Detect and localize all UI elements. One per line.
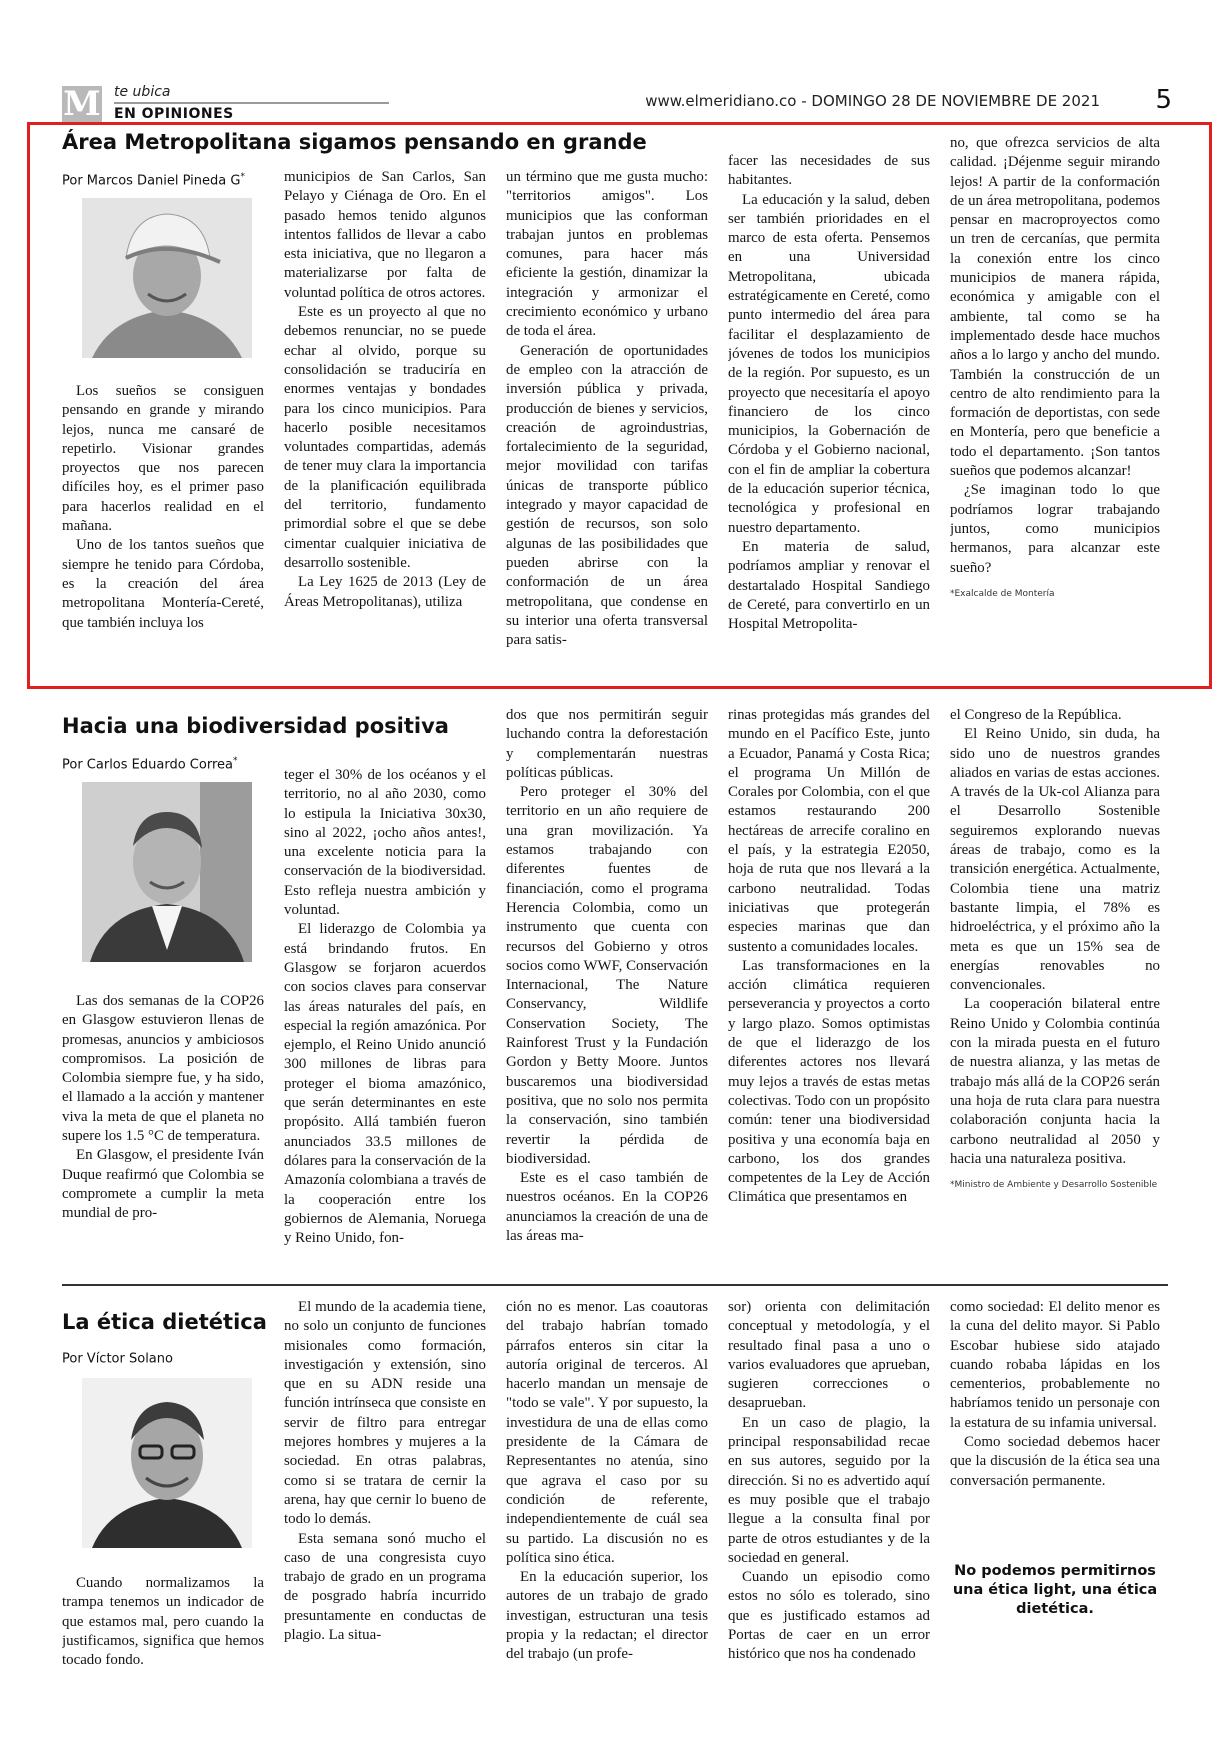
article-column-3 xyxy=(506,168,708,678)
paragraph: Cuando un episodio como estos no sólo es tolerado, sino que es justificado estamos ad Portas de caer en un error histórico que nos ha condenado xyxy=(728,1569,930,1663)
article-column-5 xyxy=(950,706,1160,1260)
byline-text: Por Víctor Solano xyxy=(62,1351,173,1367)
paragraph: La educación y la salud, deben ser también prioridades en el marco de esta oferta. Pensemos en una Universidad Metropolitana, ubicada estratégicamente en Cereté, como punto intermedio del área para facilitar el desplazamiento de jóvenes de todos los municipios de la región. Por supuesto, es un proyecto que necesitaría el apoyo financiero de los cinco municipios, la Gobernación de Córdoba y el Gobierno nacional, con el fin de ampliar la cobertura de la educación superior técnica, tecnológica y profesional en nuestro departamento. xyxy=(728,191,930,536)
paragraph: ¿Se imaginan todo lo que podríamos lograr trabajando juntos, como municipios hermanos, para alcanzar este sueño? xyxy=(950,482,1160,576)
article-column-3 xyxy=(506,706,708,1260)
byline-text: Por Marcos Daniel Pineda G xyxy=(62,173,241,189)
section-divider-line xyxy=(62,1284,1168,1286)
paragraph: como sociedad: El delito menor es la cuna del delito mayor. Si Pablo Escobar hubiese sido atajado cuando robaba lápidas en los cementerios, probablemente no habríamos tenido un personaje con la estatura de su infamia universal. xyxy=(950,1299,1160,1431)
author-photo xyxy=(82,1378,252,1548)
article-column-5 xyxy=(950,1298,1160,1536)
paragraph: Como sociedad debemos hacer que la discusión de la ética sea una conversación permanente. xyxy=(950,1434,1160,1489)
article-column-4 xyxy=(728,1298,930,1714)
article-etica-dietetica xyxy=(62,1298,1168,1718)
article-byline xyxy=(62,756,237,772)
article-headline: Hacia una biodiversidad positiva xyxy=(62,714,449,738)
paragraph: En un caso de plagio, la principal responsabilidad recae en sus autores, seguido por la dirección. Si no es advertido aquí es muy posible que el trabajo llegue a la consulta final por parte de otros estudiantes y de la sociedad en general. xyxy=(728,1414,930,1566)
paragraph: En Glasgow, el presidente Iván Duque reafirmó que Colombia se compromete a cumplir la meta mundial de pro- xyxy=(62,1147,264,1222)
paragraph: no, que ofrezca servicios de alta calidad. ¡Déjenme seguir mirando lejos! A partir de la conformación de un área metropolitana, podemos pensar en macroproyectos como un tren de cercanías, que permita la conexión entre los cinco municipios de manera rápida, económica y amigable con el ambiente, tal como se ha implementado desde hace muchos años a lo largo y ancho del mundo. También la construcción de un centro de alto rendimiento para la formación de deportistas, con sede en Montería, pero que beneficie a todo el departamento. ¡Son tantos sueños que podemos alcanzar! xyxy=(950,135,1160,480)
paragraph: En materia de salud, podríamos ampliar y renovar el destartalado Hospital Sandiego de Cereté, para convertirlo en un Hospital Metropolita- xyxy=(728,538,930,633)
paragraph: facer las necesidades de sus habitantes. xyxy=(728,153,930,189)
date-line: www.elmeridiano.co - DOMINGO 28 DE NOVIEMBRE DE 2021 xyxy=(645,92,1100,110)
paragraph: La cooperación bilateral entre Reino Unido y Colombia continúa con la mirada puesta en el futuro de nuestra alianza, y las metas de trabajo más allá de la COP26 serán una hoja de ruta clara para nuestra colaboración conjunta hacia la carbono neutralidad al 2050 y hacia una naturaleza positiva. xyxy=(950,996,1160,1167)
page-header xyxy=(62,82,1172,122)
article-byline xyxy=(62,1350,173,1366)
paragraph: Las transformaciones en la acción climática requieren perseverancia y proyectos a corto y largo plazo. Somos optimistas de que el liderazgo de los diferentes actores nos llevará muy lejos a través de estas metas colectivas. Todo con un propósito común: tener una biodiversidad positiva y una economía baja en carbono, los dos grandes competentes de la Ley de Acción Climática que presentamos en xyxy=(728,957,930,1206)
article-column-1 xyxy=(62,382,264,677)
article-column-4 xyxy=(728,152,930,678)
paragraph: Cuando normalizamos la trampa tenemos un indicador de que estamos mal, pero cuando la justificamos, significa que hemos tocado fondo. xyxy=(62,1575,264,1669)
byline-text: Por Carlos Eduardo Correa xyxy=(62,757,233,773)
article-column-2 xyxy=(284,1298,486,1714)
article-byline xyxy=(62,172,245,188)
author-footnote: *Exalcalde de Montería xyxy=(950,588,1055,599)
article-column-2 xyxy=(284,168,486,678)
paragraph: Los sueños se consiguen pensando en grande y mirando lejos, nunca me cansaré de repetirlo. Visionar grandes proyectos que nos parecen difíciles hoy, es el primer paso para hacerlos realidad en el mañana. xyxy=(62,383,264,535)
article-column-1 xyxy=(62,992,264,1260)
section-divider xyxy=(114,102,389,104)
paragraph: sor) orienta con delimitación conceptual y metodología, y el resultado final pasa a uno o varios evaluadores que aprueban, sugieren correcciones o desaprueban. xyxy=(728,1299,930,1412)
paragraph: El Reino Unido, sin duda, ha sido uno de nuestros grandes aliados en varias de estas acciones. A través de la Uk-col Alianza para el Desarrollo Sostenible seguiremos explorando nuevas áreas de trabajo, como es la transición energética. Actualmente, Colombia tiene una matriz bastante limpia, el 78% es hidroeléctrica, y el próximo año la meta es que un 15% sea de energías renovables no convencionales. xyxy=(950,726,1160,994)
paragraph: Pero proteger el 30% del territorio en un año requiere de una gran movilización. Ya estamos trabajando con diferentes fuentes de financiación, como el programa Herencia Colombia, como un instrumento que cuenta con recursos del Gobierno y otros socios como WWF, Conservación Internacional, The Nature Conservancy, Wildlife Conservation Society, The Rainforest Trust y la Fundación Gordon y Betty Moore. Juntos buscaremos una biodiversidad positiva, que no solo nos permita la conservación, sino también revertir la pérdida de biodiversidad. xyxy=(506,784,708,1167)
article-column-4 xyxy=(728,706,930,1260)
paragraph: un término que me gusta mucho: "territorios amigos". Los municipios que las conforman trabajan juntos en problemas comunes, para hacer más eficiente la gestión, dinamizar la integración y armonizar el crecimiento económico y urbano de toda el área. xyxy=(506,169,708,340)
paragraph: Generación de oportunidades de empleo con la atracción de inversión pública y privada, producción de bienes y servicios, creación de agroindustrias, fortalecimiento de la seguridad, mejor movilidad con tarifas únicas de transporte público integrado y mayor capacidad de gestión de recursos, son solo algunas de las posibilidades que pueden abrirse con la conformación de un área metropolitana, que condense en su interior una oferta transversal para satis- xyxy=(506,342,708,649)
paragraph: dos que nos permitirán seguir luchando contra la deforestación y complementarán nuestras políticas públicas. xyxy=(506,707,708,781)
paragraph: municipios de San Carlos, San Pelayo y Ciénaga de Oro. En el pasado hemos tenido algunos intentos fallidos de llevar a cabo esta iniciativa, que no llegaron a materializarse por falta de voluntad política de otros actores. xyxy=(284,169,486,301)
article-area-metropolitana xyxy=(62,130,1168,680)
section-label-bottom: EN OPINIONES xyxy=(114,106,234,121)
article-biodiversidad xyxy=(62,706,1168,1262)
section-label-top: te ubica xyxy=(114,84,171,100)
paragraph: El mundo de la academia tiene, no solo un conjunto de funciones misionales como formación, investigación y extensión, sino que en su ADN reside una función intrínseca que consiste en servir de filtro para entregar mejores hombres y mujeres a la sociedad. En otras palabras, como si se tratara de cernir la arena, hay que cernir lo bueno de todo lo demás. xyxy=(284,1299,486,1528)
paragraph: Las dos semanas de la COP26 en Glasgow estuvieron llenas de promesas, anuncios y ambiciosos compromisos. La posición de Colombia siempre fue, y ha sido, el llamado a la acción y mantener viva la meta de que el planeta no supere los 1.5 °C de temperatura. xyxy=(62,993,264,1145)
logo-icon: M xyxy=(63,84,101,124)
paragraph: Este es el caso también de nuestros océanos. En la COP26 anunciamos la creación de una de las áreas ma- xyxy=(506,1170,708,1245)
paragraph: rinas protegidas más grandes del mundo en el Pacífico Este, junto a Ecuador, Panamá y Costa Rica; el programa Un Millón de Corales por Colombia, con el que estamos restaurando 200 hectáreas de arrecife coralino en el país, y la estrategia E2050, hoja de ruta que nos llevará a la carbono neutralidad. Todas iniciativas que protegerán especies marinas que dan sustento a comunidades locales. xyxy=(728,707,930,955)
article-column-1 xyxy=(62,1574,264,1714)
paragraph: Uno de los tantos sueños que siempre he tenido para Córdoba, es la creación del área metropolitana Montería-Cereté, que también incluya los xyxy=(62,537,264,631)
byline-mark: * xyxy=(232,756,238,766)
paragraph: La Ley 1625 de 2013 (Ley de Áreas Metropolitanas), utiliza xyxy=(284,574,486,610)
article-column-3 xyxy=(506,1298,708,1714)
paragraph: Este es un proyecto al que no debemos renunciar, no se puede echar al olvido, porque su consolidación se traduciría en enormes ventajas y bondades para los cinco municipios. Para hacerlo posible necesitamos voluntades compartidas, además de tener muy clara la importancia de la planificación equilibrada del territorio, fundamento primordial sobre el que se debe cimentar cualquier iniciativa de desarrollo sostenible. xyxy=(284,304,486,571)
article-headline: La ética dietética xyxy=(62,1310,267,1334)
author-photo xyxy=(82,782,252,962)
paragraph: el Congreso de la República. xyxy=(950,707,1122,723)
page-number: 5 xyxy=(1155,85,1172,115)
paragraph: El liderazgo de Colombia ya está brindando frutos. En Glasgow se forjaron acuerdos con socios claves para conservar las áreas naturales del país, en especial la región amazónica. Por ejemplo, el Reino Unido anunció 300 millones de libras para proteger el bioma amazónico, que serán determinantes en este propósito. Allá también fueron anunciados 33.5 millones de dólares para la conservación de la Amazonía colombiana a través de la cooperación entre los gobiernos de Alemania, Noruega y Reino Unido, fon- xyxy=(284,921,486,1247)
paragraph: teger el 30% de los océanos y el territorio, no al año 2030, como lo estipula la Iniciativa 30x30, sino al 2022, ¡ocho años antes!, una excelente noticia para la conservación de la biodiversidad. Esto refleja nuestra ambición y voluntad. xyxy=(284,767,486,919)
paragraph: ción no es menor. Las coautoras del trabajo habrían tomado párrafos enteros sin citar la autoría original de terceros. Al hacerlo mandan un mensaje de "todo se vale". Y por supuesto, la investidura de una de ellas como presidente de la Cámara de Representantes no atenúa, sino que agrava el caso por su condición de referente, independientemente de cuál sea su partido. La discusión no es política sino ética. xyxy=(506,1299,708,1566)
paragraph: En la educación superior, los autores de un trabajo de grado investigan, estructuran una tesis propia y la redactan; el director del trabajo (un profe- xyxy=(506,1569,708,1663)
pull-quote: No podemos permitirnos una ética light, una ética dietética. xyxy=(952,1563,1158,1617)
author-footnote: *Ministro de Ambiente y Desarrollo Sostenible xyxy=(950,1180,1158,1191)
article-column-5 xyxy=(950,134,1160,678)
byline-mark: * xyxy=(240,172,245,182)
article-headline: Área Metropolitana sigamos pensando en grande xyxy=(62,130,647,154)
author-photo xyxy=(82,198,252,358)
article-column-2 xyxy=(284,766,486,1260)
paragraph: Esta semana sonó mucho el caso de una congresista cuyo trabajo de grado en un programa de posgrado habría incurrido presuntamente en conductas de plagio. La situa- xyxy=(284,1530,486,1644)
